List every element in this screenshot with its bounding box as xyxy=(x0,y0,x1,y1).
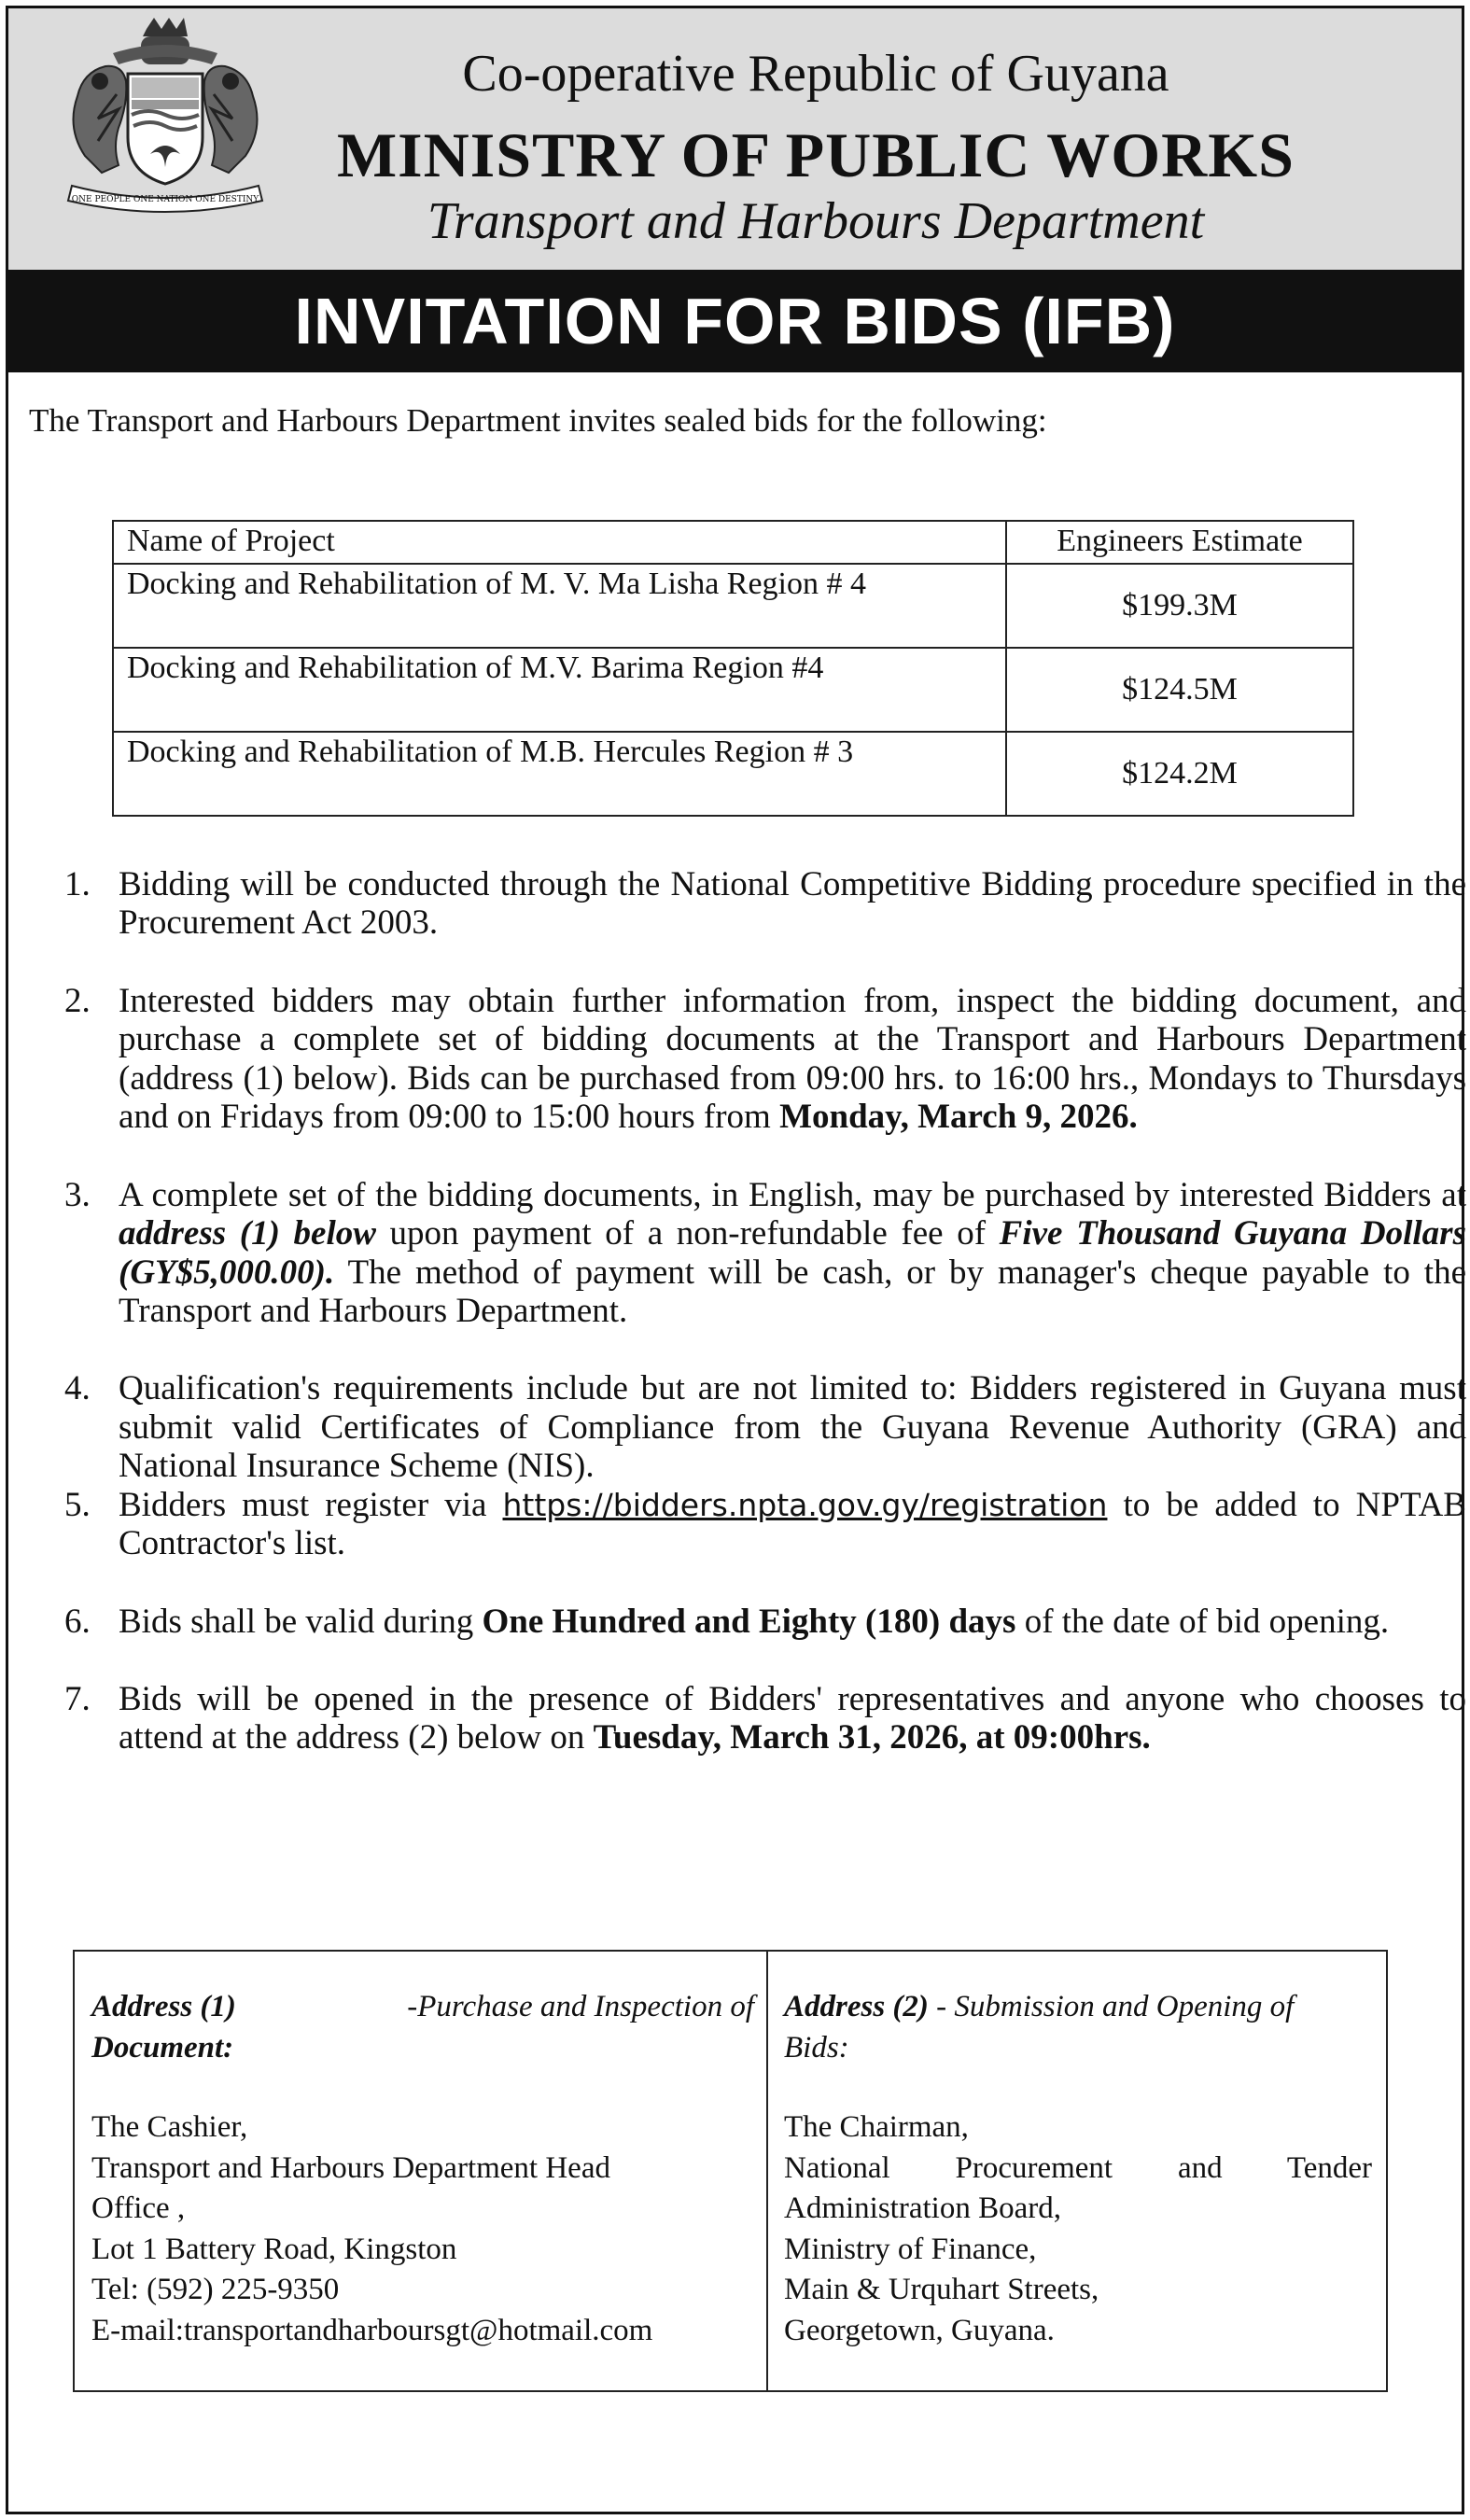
address-line: Transport and Harbours Department Head xyxy=(91,2150,610,2185)
project-estimate: $124.5M xyxy=(1006,648,1353,732)
guyana-coat-of-arms-icon xyxy=(57,16,273,214)
address-line: National Procurement and Tender xyxy=(784,2150,1372,2185)
item-number: 6. xyxy=(64,1602,91,1641)
item-bold-opening-date: Tuesday, March 31, 2026, at 09:00hrs. xyxy=(593,1718,1151,1757)
list-item xyxy=(64,982,1466,1137)
project-estimate: $199.3M xyxy=(1006,564,1353,648)
address-box xyxy=(73,1950,1388,2392)
item-text: Bids shall be valid during xyxy=(119,1602,483,1641)
address-2-label: Address (2) xyxy=(784,1990,929,2023)
list-item xyxy=(64,1603,1466,1641)
crest-motto-2: ONE NATION xyxy=(133,195,193,204)
address-2 xyxy=(784,1987,1372,2351)
address-line: Tel: (592) 225-9350 xyxy=(91,2273,340,2307)
item-bold-fee: Five Thousand Guyana Dollars (GY$5,000.00). xyxy=(119,1214,1466,1292)
project-estimate: $124.2M xyxy=(1006,732,1353,816)
list-item xyxy=(64,1369,1466,1485)
project-name: Docking and Rehabilitation of M.V. Barima Region #4 xyxy=(113,648,1006,732)
address-1 xyxy=(91,1987,754,2351)
projects-table xyxy=(112,520,1354,817)
svg-text:ONE PEOPLE ONE NATION ONE DEST xyxy=(72,195,260,204)
item-number: 1. xyxy=(64,865,91,903)
item-text: upon payment of a non-refundable fee of xyxy=(375,1214,1000,1253)
address-2-purpose: - Submission and Opening of xyxy=(928,1990,1295,2023)
table-row xyxy=(113,564,1353,648)
item-text: Interested bidders may obtain further information from, inspect the bidding document, and purchase a complete set of bidding documents at the Transport and Harbours Department (address (1) below). Bids can be purchased from 09:00 hrs. to 16:00 hrs., Mondays to Thursdays and on Fridays from 09:00 to 15:00 hours from xyxy=(119,981,1466,1137)
address-line: Georgetown, Guyana. xyxy=(784,2313,1055,2347)
ministry-name: MINISTRY OF PUBLIC WORKS xyxy=(336,119,1295,190)
ifb-notice xyxy=(6,6,1464,2514)
header xyxy=(8,8,1462,270)
address-line: Administration Board, xyxy=(784,2191,1061,2226)
address-1-label-cont: Document: xyxy=(91,2030,234,2065)
item-text: Bids will be opened in the presence of Bidders' representatives and anyone who chooses to attend at the address (2) below on xyxy=(119,1680,1466,1757)
project-name: Docking and Rehabilitation of M. V. Ma Lisha Region # 4 xyxy=(113,564,1006,648)
project-name: Docking and Rehabilitation of M.B. Hercules Region # 3 xyxy=(113,732,1006,816)
address-line: Office , xyxy=(91,2191,186,2226)
table-row xyxy=(113,732,1353,816)
table-row xyxy=(113,648,1353,732)
item-text: Bidding will be conducted through the National Competitive Bidding procedure specified in the Procurement Act 2003. xyxy=(119,865,1466,943)
intro-text: The Transport and Harbours Department invites sealed bids for the following: xyxy=(29,402,1047,439)
item-text: Qualification's requirements include but are not limited to: Bidders registered in Guyana must submit valid Certificates of Compliance from the Guyana Revenue Authority (GRA) and National Insurance Scheme (NIS). xyxy=(119,1369,1466,1486)
item-text: to be added to NPTAB Contractor's list. xyxy=(119,1485,1466,1563)
item-text: of the date of bid opening. xyxy=(1015,1602,1390,1641)
item-number: 2. xyxy=(64,981,91,1020)
address-line: Main & Urquhart Streets, xyxy=(784,2273,1099,2307)
department-name: Transport and Harbours Department xyxy=(427,192,1205,250)
list-item xyxy=(64,865,1466,943)
address-line: Ministry of Finance, xyxy=(784,2232,1037,2266)
list-item xyxy=(64,1680,1466,1757)
item-number: 4. xyxy=(64,1369,91,1408)
numbered-list xyxy=(64,865,1466,1797)
crest-motto-1: ONE PEOPLE xyxy=(71,195,132,204)
item-bold-address: address (1) below xyxy=(119,1214,376,1253)
column-header-estimate: Engineers Estimate xyxy=(1006,521,1353,564)
item-bold-date: Monday, March 9, 2026. xyxy=(779,1098,1138,1137)
table-header-row xyxy=(113,521,1353,564)
address-line: The Chairman, xyxy=(784,2110,969,2145)
address-1-purpose: -Purchase and Inspection of xyxy=(407,1990,754,2023)
item-number: 7. xyxy=(64,1680,91,1718)
crest-motto-3: ONE DESTINY xyxy=(195,195,259,204)
address-2-title xyxy=(784,1987,1372,2068)
item-number: 5. xyxy=(64,1485,91,1524)
registration-link[interactable]: https://bidders.npta.gov.gy/registration xyxy=(502,1486,1108,1523)
column-header-project: Name of Project xyxy=(113,521,1006,564)
country-name: Co-operative Republic of Guyana xyxy=(462,45,1169,103)
address-1-label: Address (1) xyxy=(91,1990,236,2023)
ifb-banner: INVITATION FOR BIDS (IFB) xyxy=(8,270,1462,372)
item-text: Bidders must register via xyxy=(119,1485,503,1524)
address-2-purpose-cont: Bids: xyxy=(784,2030,849,2065)
item-text: The method of payment will be cash, or by manager's cheque payable to the Transport and Harbours Department. xyxy=(119,1253,1466,1330)
list-item xyxy=(64,1486,1466,1563)
item-number: 3. xyxy=(64,1175,91,1214)
address-1-title xyxy=(91,1987,754,2068)
list-item xyxy=(64,1176,1466,1331)
address-line: Lot 1 Battery Road, Kingston xyxy=(91,2232,457,2266)
address-divider xyxy=(766,1952,768,2390)
address-line: The Cashier, xyxy=(91,2110,248,2145)
item-text: A complete set of the bidding documents, in English, may be purchased by interested Bidders at xyxy=(119,1175,1466,1214)
item-bold-validity: One Hundred and Eighty (180) days xyxy=(482,1602,1016,1641)
email-address[interactable]: E-mail:transportandharboursgt@hotmail.com xyxy=(91,2313,653,2347)
